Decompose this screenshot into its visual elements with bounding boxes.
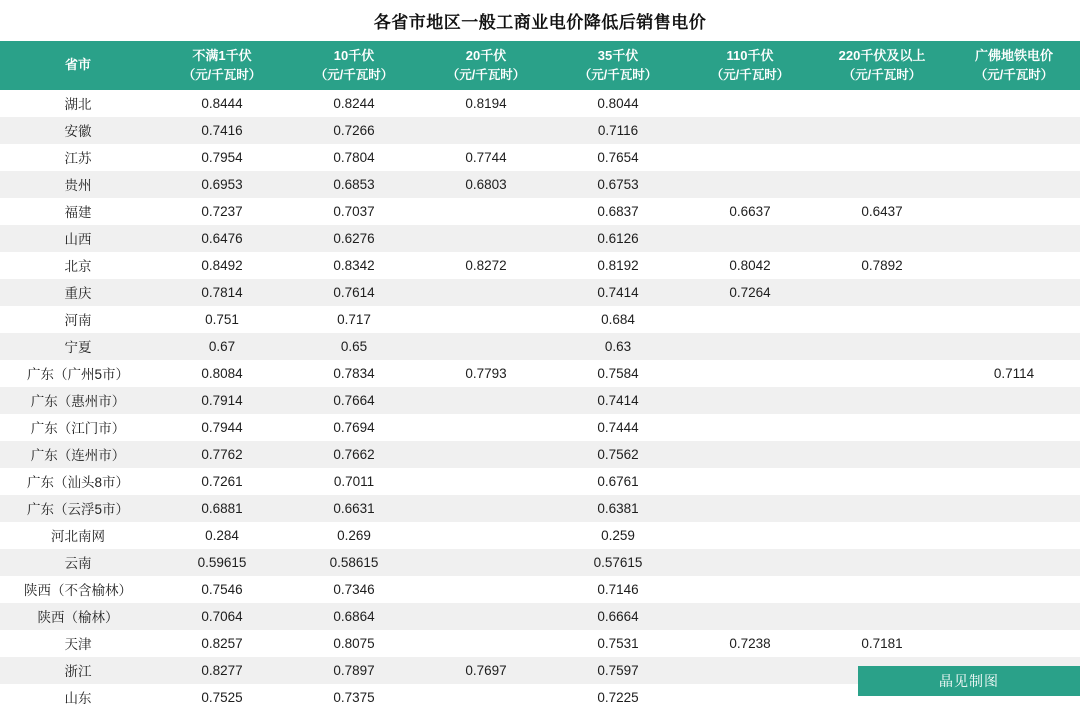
cell-110kv: [684, 414, 816, 441]
cell-220kv: [816, 576, 948, 603]
table-row: [0, 90, 1080, 117]
cell-region: 广东（连州市）: [0, 441, 156, 468]
cell-10kv: 0.65: [288, 333, 420, 360]
cell-20kv: 0.7697: [420, 657, 552, 684]
cell-220kv: [816, 549, 948, 576]
column-header-220kv: [816, 41, 948, 90]
cell-20kv: 0.8194: [420, 90, 552, 117]
cell-35kv: 0.6126: [552, 225, 684, 252]
electricity-price-table: [0, 41, 1080, 711]
cell-10kv: 0.58615: [288, 549, 420, 576]
cell-region: 山西: [0, 225, 156, 252]
cell-35kv: 0.6761: [552, 468, 684, 495]
column-header-20kv-label: 20千伏: [465, 48, 507, 63]
column-header-10kv-unit: （元/千瓦时）: [314, 67, 394, 82]
cell-region: 浙江: [0, 657, 156, 684]
cell-220kv: [816, 144, 948, 171]
cell-region: 山东: [0, 684, 156, 711]
table-row: [0, 441, 1080, 468]
column-header-10kv-label: 10千伏: [333, 48, 375, 63]
table-row: [0, 468, 1080, 495]
cell-10kv: 0.8342: [288, 252, 420, 279]
cell-35kv: 0.7414: [552, 279, 684, 306]
cell-under-1kv: 0.7546: [156, 576, 288, 603]
cell-220kv: [816, 360, 948, 387]
cell-20kv: [420, 414, 552, 441]
cell-110kv: [684, 441, 816, 468]
cell-20kv: [420, 441, 552, 468]
cell-metro: [948, 333, 1080, 360]
cell-metro: [948, 279, 1080, 306]
cell-35kv: 0.57615: [552, 549, 684, 576]
table-row: [0, 225, 1080, 252]
cell-220kv: [816, 279, 948, 306]
table-row: [0, 495, 1080, 522]
cell-under-1kv: 0.8492: [156, 252, 288, 279]
cell-220kv: [816, 90, 948, 117]
cell-220kv: [816, 387, 948, 414]
cell-under-1kv: 0.7237: [156, 198, 288, 225]
table-row: [0, 414, 1080, 441]
cell-110kv: [684, 333, 816, 360]
cell-under-1kv: 0.67: [156, 333, 288, 360]
cell-region: 河北南网: [0, 522, 156, 549]
table-row: [0, 576, 1080, 603]
column-header-10kv: [288, 41, 420, 90]
cell-10kv: 0.7037: [288, 198, 420, 225]
table-row: [0, 171, 1080, 198]
cell-under-1kv: 0.7064: [156, 603, 288, 630]
cell-under-1kv: 0.7814: [156, 279, 288, 306]
cell-under-1kv: 0.7762: [156, 441, 288, 468]
cell-110kv: 0.7264: [684, 279, 816, 306]
cell-region: 重庆: [0, 279, 156, 306]
cell-35kv: 0.7225: [552, 684, 684, 711]
cell-35kv: 0.8192: [552, 252, 684, 279]
cell-10kv: 0.8075: [288, 630, 420, 657]
cell-110kv: [684, 495, 816, 522]
column-header-220kv-label: 220千伏及以上: [838, 48, 926, 63]
cell-region: 宁夏: [0, 333, 156, 360]
cell-220kv: [816, 468, 948, 495]
cell-35kv: 0.259: [552, 522, 684, 549]
table-row: [0, 522, 1080, 549]
cell-110kv: [684, 576, 816, 603]
cell-220kv: 0.6437: [816, 198, 948, 225]
column-header-110kv-unit: （元/千瓦时）: [710, 67, 790, 82]
cell-20kv: [420, 603, 552, 630]
cell-region: 贵州: [0, 171, 156, 198]
cell-35kv: 0.684: [552, 306, 684, 333]
column-header-220kv-unit: （元/千瓦时）: [842, 67, 922, 82]
cell-35kv: 0.6381: [552, 495, 684, 522]
cell-220kv: [816, 495, 948, 522]
cell-20kv: 0.7744: [420, 144, 552, 171]
cell-110kv: [684, 522, 816, 549]
cell-under-1kv: 0.7914: [156, 387, 288, 414]
cell-10kv: 0.7804: [288, 144, 420, 171]
cell-220kv: [816, 117, 948, 144]
cell-20kv: 0.7793: [420, 360, 552, 387]
cell-220kv: [816, 522, 948, 549]
cell-metro: [948, 549, 1080, 576]
cell-35kv: 0.7597: [552, 657, 684, 684]
cell-35kv: 0.7116: [552, 117, 684, 144]
cell-region: 云南: [0, 549, 156, 576]
cell-under-1kv: 0.7416: [156, 117, 288, 144]
cell-metro: [948, 441, 1080, 468]
table-row: [0, 630, 1080, 657]
cell-220kv: 0.7181: [816, 630, 948, 657]
table-row: [0, 117, 1080, 144]
cell-110kv: [684, 306, 816, 333]
column-header-metro-unit: （元/千瓦时）: [974, 67, 1054, 82]
cell-10kv: 0.7694: [288, 414, 420, 441]
table-body: [0, 90, 1080, 711]
cell-metro: [948, 495, 1080, 522]
table-row: [0, 360, 1080, 387]
cell-220kv: [816, 603, 948, 630]
table-header: [0, 41, 1080, 90]
cell-110kv: [684, 171, 816, 198]
cell-under-1kv: 0.8084: [156, 360, 288, 387]
cell-10kv: 0.7266: [288, 117, 420, 144]
cell-under-1kv: 0.6476: [156, 225, 288, 252]
cell-metro: [948, 468, 1080, 495]
cell-35kv: 0.7531: [552, 630, 684, 657]
cell-10kv: 0.6631: [288, 495, 420, 522]
cell-110kv: [684, 225, 816, 252]
cell-under-1kv: 0.8277: [156, 657, 288, 684]
table-row: [0, 387, 1080, 414]
column-header-region: [0, 41, 156, 90]
cell-region: 广东（江门市）: [0, 414, 156, 441]
cell-35kv: 0.7562: [552, 441, 684, 468]
cell-35kv: 0.7414: [552, 387, 684, 414]
cell-110kv: [684, 468, 816, 495]
column-header-35kv-label: 35千伏: [597, 48, 639, 63]
cell-110kv: [684, 603, 816, 630]
cell-10kv: 0.269: [288, 522, 420, 549]
cell-20kv: [420, 306, 552, 333]
cell-10kv: 0.7897: [288, 657, 420, 684]
cell-20kv: [420, 198, 552, 225]
cell-10kv: 0.7834: [288, 360, 420, 387]
cell-35kv: 0.63: [552, 333, 684, 360]
cell-35kv: 0.7584: [552, 360, 684, 387]
table-row: [0, 252, 1080, 279]
cell-under-1kv: 0.7954: [156, 144, 288, 171]
cell-20kv: [420, 576, 552, 603]
cell-10kv: 0.7346: [288, 576, 420, 603]
cell-region: 广东（惠州市）: [0, 387, 156, 414]
cell-110kv: 0.6637: [684, 198, 816, 225]
cell-region: 安徽: [0, 117, 156, 144]
cell-region: 广东（汕头8市）: [0, 468, 156, 495]
cell-20kv: [420, 279, 552, 306]
column-header-under-1kv: [156, 41, 288, 90]
cell-220kv: [816, 414, 948, 441]
column-header-20kv-unit: （元/千瓦时）: [446, 67, 526, 82]
cell-110kv: [684, 117, 816, 144]
cell-under-1kv: 0.59615: [156, 549, 288, 576]
cell-metro: [948, 387, 1080, 414]
cell-35kv: 0.6664: [552, 603, 684, 630]
cell-20kv: [420, 468, 552, 495]
cell-10kv: 0.7614: [288, 279, 420, 306]
cell-under-1kv: 0.7261: [156, 468, 288, 495]
cell-under-1kv: 0.6953: [156, 171, 288, 198]
cell-220kv: 0.7892: [816, 252, 948, 279]
cell-220kv: [816, 441, 948, 468]
cell-20kv: [420, 630, 552, 657]
cell-10kv: 0.7011: [288, 468, 420, 495]
column-header-35kv-unit: （元/千瓦时）: [578, 67, 658, 82]
table-row: [0, 549, 1080, 576]
cell-35kv: 0.6837: [552, 198, 684, 225]
cell-20kv: 0.6803: [420, 171, 552, 198]
table-row: [0, 333, 1080, 360]
cell-35kv: 0.8044: [552, 90, 684, 117]
cell-110kv: 0.7238: [684, 630, 816, 657]
footer-credit: 晶见制图: [858, 666, 1080, 696]
cell-20kv: [420, 387, 552, 414]
cell-110kv: [684, 549, 816, 576]
cell-35kv: 0.7444: [552, 414, 684, 441]
cell-under-1kv: 0.8257: [156, 630, 288, 657]
cell-region: 天津: [0, 630, 156, 657]
cell-20kv: [420, 522, 552, 549]
cell-metro: [948, 225, 1080, 252]
cell-region: 广东（广州5市）: [0, 360, 156, 387]
cell-110kv: [684, 360, 816, 387]
cell-35kv: 0.6753: [552, 171, 684, 198]
cell-220kv: [816, 333, 948, 360]
cell-10kv: 0.6276: [288, 225, 420, 252]
cell-region: 湖北: [0, 90, 156, 117]
cell-metro: [948, 414, 1080, 441]
page-title: 各省市地区一般工商业电价降低后销售电价: [373, 13, 707, 32]
cell-region: 陕西（不含榆林）: [0, 576, 156, 603]
cell-10kv: 0.6853: [288, 171, 420, 198]
cell-region: 广东（云浮5市）: [0, 495, 156, 522]
cell-220kv: [816, 171, 948, 198]
cell-metro: [948, 144, 1080, 171]
cell-20kv: [420, 549, 552, 576]
column-header-110kv-label: 110千伏: [726, 48, 774, 63]
cell-region: 福建: [0, 198, 156, 225]
cell-under-1kv: 0.751: [156, 306, 288, 333]
cell-under-1kv: 0.7944: [156, 414, 288, 441]
column-header-20kv: [420, 41, 552, 90]
cell-20kv: [420, 117, 552, 144]
cell-under-1kv: 0.284: [156, 522, 288, 549]
cell-220kv: [816, 306, 948, 333]
cell-metro: [948, 576, 1080, 603]
cell-under-1kv: 0.7525: [156, 684, 288, 711]
column-header-region-label: 省市: [64, 57, 91, 73]
cell-110kv: [684, 144, 816, 171]
cell-region: 北京: [0, 252, 156, 279]
table-row: [0, 306, 1080, 333]
footer: [0, 662, 1080, 696]
cell-10kv: 0.7664: [288, 387, 420, 414]
cell-metro: [948, 522, 1080, 549]
table-row: [0, 198, 1080, 225]
cell-under-1kv: 0.6881: [156, 495, 288, 522]
cell-10kv: 0.6864: [288, 603, 420, 630]
cell-metro: [948, 306, 1080, 333]
cell-region: 陕西（榆林）: [0, 603, 156, 630]
column-header-under-1kv-label: 不满1千伏: [192, 48, 252, 63]
cell-35kv: 0.7654: [552, 144, 684, 171]
cell-20kv: [420, 495, 552, 522]
cell-metro: [948, 198, 1080, 225]
cell-metro: [948, 171, 1080, 198]
cell-20kv: [420, 225, 552, 252]
cell-metro: [948, 252, 1080, 279]
cell-20kv: [420, 333, 552, 360]
cell-metro: [948, 603, 1080, 630]
table-row: [0, 279, 1080, 306]
cell-10kv: 0.8244: [288, 90, 420, 117]
column-header-under-1kv-unit: （元/千瓦时）: [182, 67, 262, 82]
cell-110kv: [684, 387, 816, 414]
cell-110kv: [684, 90, 816, 117]
cell-under-1kv: 0.8444: [156, 90, 288, 117]
cell-metro: [948, 630, 1080, 657]
cell-10kv: 0.7375: [288, 684, 420, 711]
cell-110kv: 0.8042: [684, 252, 816, 279]
cell-region: 河南: [0, 306, 156, 333]
cell-10kv: 0.7662: [288, 441, 420, 468]
column-header-110kv: [684, 41, 816, 90]
column-header-metro-label: 广佛地铁电价: [974, 48, 1053, 63]
cell-metro: [948, 117, 1080, 144]
column-header-metro: [948, 41, 1080, 90]
table-row: [0, 603, 1080, 630]
column-header-35kv: [552, 41, 684, 90]
cell-20kv: 0.8272: [420, 252, 552, 279]
cell-35kv: 0.7146: [552, 576, 684, 603]
table-row: [0, 144, 1080, 171]
cell-220kv: [816, 225, 948, 252]
table-header-row: [0, 41, 1080, 90]
cell-metro: [948, 90, 1080, 117]
cell-region: 江苏: [0, 144, 156, 171]
cell-10kv: 0.717: [288, 306, 420, 333]
cell-metro: 0.7114: [948, 360, 1080, 387]
